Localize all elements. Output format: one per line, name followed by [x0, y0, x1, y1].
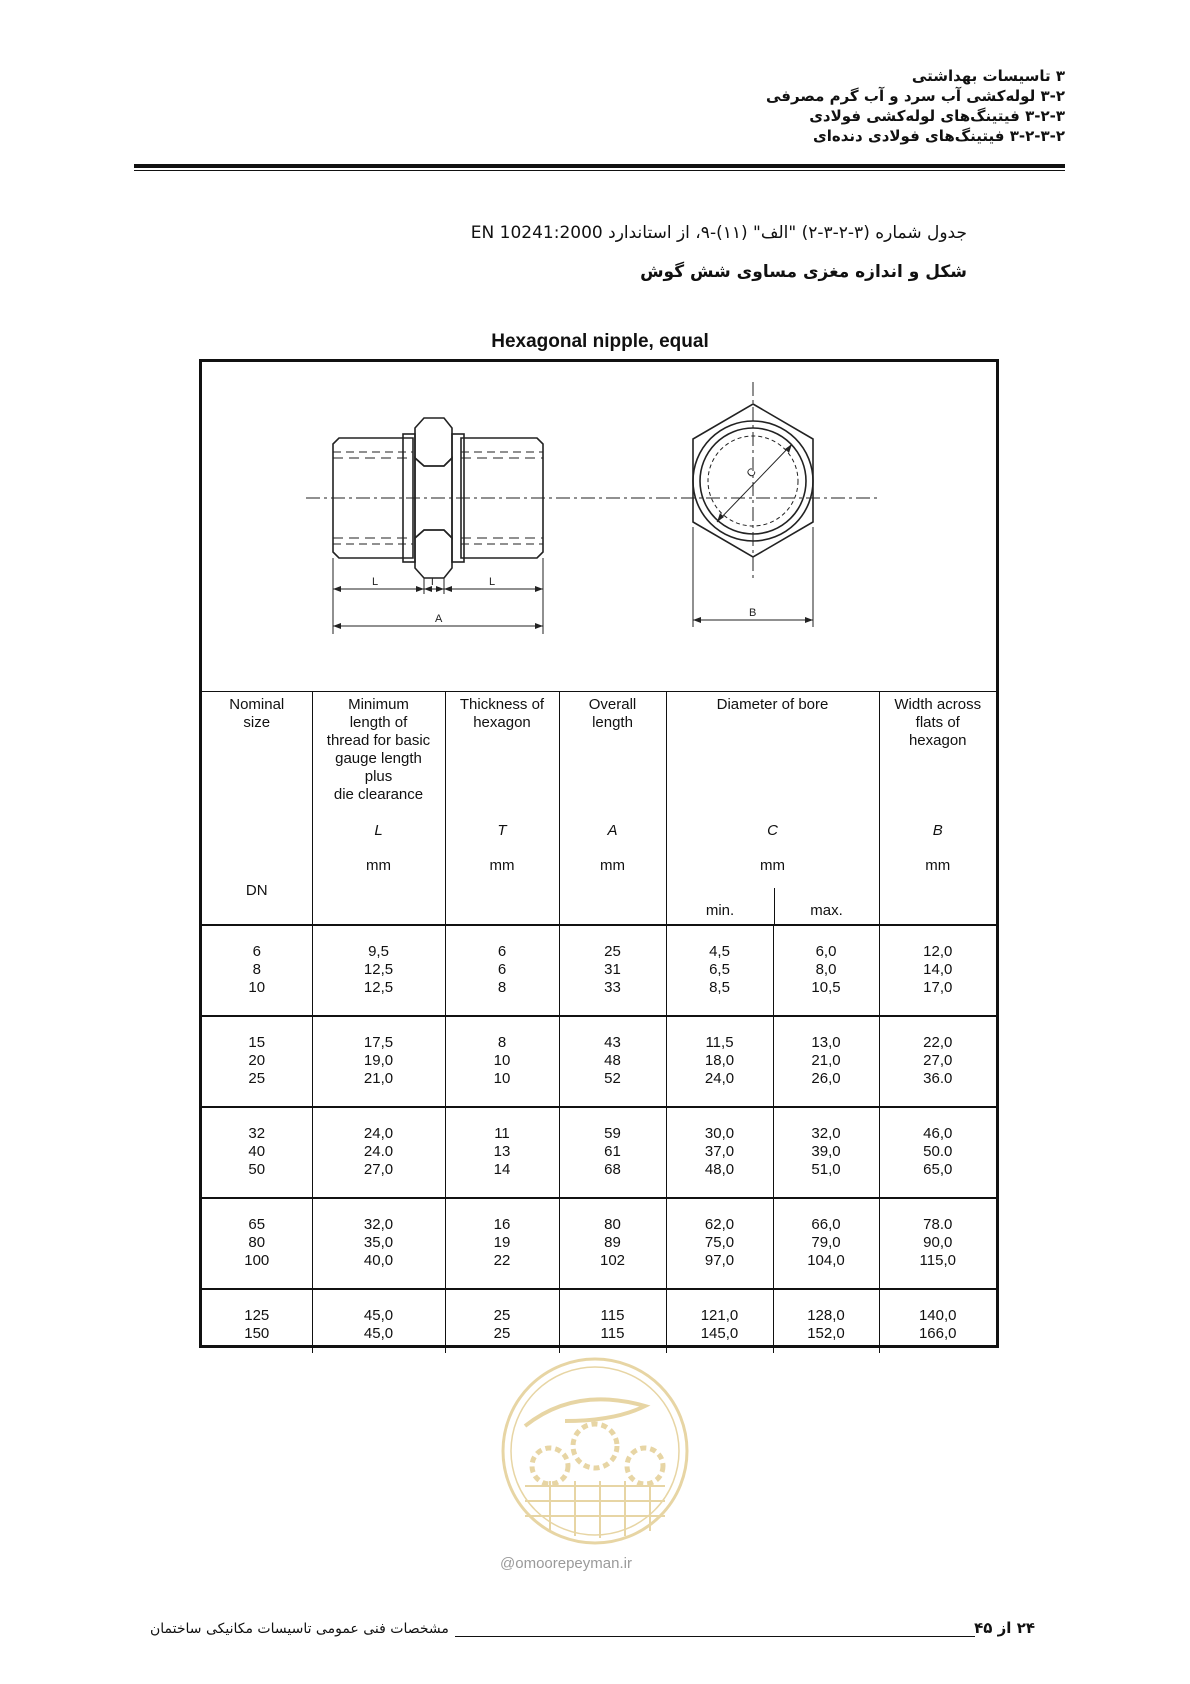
dim-label-L-left: L — [372, 576, 379, 588]
cell-T: 13 — [493, 1143, 511, 1160]
cell-L: 24.0 — [363, 1143, 394, 1160]
cell-dn: 8 — [252, 961, 261, 978]
cell-B: 65,0 — [923, 1161, 953, 1178]
cell-Cmax: 13,0 — [811, 1034, 841, 1051]
cell-Cmax: 51,0 — [811, 1161, 841, 1178]
dim-label-L-right: L — [489, 576, 496, 588]
cell-A: 68 — [604, 1161, 621, 1178]
cell-A: 43 — [604, 1034, 621, 1051]
col-nominal-size — [202, 692, 312, 926]
header-chapter: ۳ تاسیسات بهداشتی — [911, 67, 1065, 85]
header-bore-diameter: Diameter of bore — [716, 696, 829, 713]
unit-B: mm — [925, 857, 951, 874]
cell-dn: 20 — [248, 1052, 266, 1069]
cell-L: 17,5 — [363, 1034, 394, 1051]
cell-Cmin: 62,0 — [704, 1216, 735, 1233]
cell-dn: 15 — [248, 1034, 266, 1051]
watermark-logo — [495, 1346, 695, 1556]
cell-Cmin: 37,0 — [704, 1143, 735, 1160]
cell-Cmin: 18,0 — [704, 1052, 735, 1069]
cell-L: 45,0 — [363, 1325, 394, 1342]
cell-Cmax: 66,0 — [811, 1216, 841, 1233]
cell-Cmax: 104,0 — [807, 1252, 845, 1269]
cell-T: 22 — [493, 1252, 511, 1269]
col-overall-length — [559, 692, 666, 926]
cell-A: 52 — [604, 1070, 621, 1087]
cell-B: 140,0 — [918, 1307, 957, 1324]
header-hexagon-thickness: Thickness of hexagon — [459, 696, 545, 731]
cell-Cmin: 48,0 — [704, 1161, 735, 1178]
cell-A: 102 — [599, 1252, 626, 1269]
table-row-group-3 — [202, 1107, 996, 1198]
header-overall-length: Overall length — [588, 696, 637, 731]
cell-Cmax: 79,0 — [811, 1234, 841, 1251]
cell-dn: 65 — [248, 1216, 266, 1233]
cell-Cmax: 39,0 — [811, 1143, 841, 1160]
unit-L: mm — [366, 857, 391, 874]
header-width-across-flats: Width across flats of hexagon — [894, 696, 982, 749]
dim-label-B: B — [749, 607, 757, 619]
col-thread-length — [312, 692, 445, 926]
header-subsection: ۳-۲-۳ فیتینگ‌های لوله‌کشی فولادی — [809, 107, 1065, 125]
cell-Cmax: 8,0 — [815, 961, 837, 978]
cell-Cmin: 24,0 — [704, 1070, 735, 1087]
cell-T: 11 — [494, 1125, 510, 1142]
cell-Cmin: 30,0 — [704, 1125, 735, 1142]
cell-B: 78.0 — [923, 1216, 953, 1233]
cell-dn: 10 — [248, 979, 266, 996]
dim-label-T: T — [429, 576, 436, 588]
cell-L: 9,5 — [368, 943, 389, 960]
table-row-group-4 — [202, 1198, 996, 1289]
cell-Cmax: 6,0 — [815, 943, 837, 960]
cell-B: 14,0 — [923, 961, 953, 978]
cell-B: 12,0 — [923, 943, 953, 960]
cell-Cmax: 32,0 — [811, 1125, 841, 1142]
cell-L: 12,5 — [363, 979, 394, 996]
cell-T: 25 — [493, 1325, 511, 1342]
cell-B: 115,0 — [919, 1252, 956, 1269]
header-rule — [134, 164, 1065, 168]
table-row-group-1 — [202, 925, 996, 1016]
cell-A: 115 — [600, 1325, 625, 1342]
col-width-across-flats — [879, 692, 996, 926]
cell-B: 22,0 — [923, 1034, 953, 1051]
header-thread-length: Minimum length of thread for basic gauge length plus die clearance — [326, 696, 431, 803]
table-header-row — [202, 692, 996, 926]
unit-C: mm — [760, 857, 785, 874]
cell-L: 21,0 — [363, 1070, 394, 1087]
symbol-A: A — [607, 822, 618, 839]
table-caption: جدول شماره (۳-۲-۳-۲) "الف" (۱۱)-۹، از استاندارد EN 10241:2000 — [470, 223, 967, 243]
spec-frame — [199, 359, 999, 1348]
cell-Cmax: 21,0 — [811, 1052, 841, 1069]
cell-T: 8 — [497, 979, 507, 996]
cell-T: 6 — [497, 961, 507, 978]
cell-Cmin: 8,5 — [709, 979, 730, 996]
cell-A: 31 — [604, 961, 621, 978]
cell-A: 80 — [604, 1216, 621, 1233]
cell-B: 46,0 — [923, 1125, 953, 1142]
cell-A: 59 — [604, 1125, 621, 1142]
cell-dn: 32 — [248, 1125, 266, 1142]
cell-A: 33 — [604, 979, 621, 996]
table-row-group-5 — [202, 1289, 996, 1353]
cell-B: 50.0 — [923, 1143, 953, 1160]
document-header — [766, 66, 1065, 146]
cell-A: 61 — [604, 1143, 621, 1160]
cell-B: 36.0 — [923, 1070, 953, 1087]
header-subsubsection: ۳-۲-۳-۲ فیتینگ‌های فولادی دنده‌ای — [812, 127, 1065, 145]
figure-title: Hexagonal nipple, equal — [491, 331, 709, 352]
cell-L: 40,0 — [363, 1252, 394, 1269]
cell-A: 25 — [604, 943, 621, 960]
cell-Cmin: 97,0 — [704, 1252, 735, 1269]
symbol-T: T — [497, 822, 507, 839]
symbol-C: C — [767, 822, 778, 839]
cell-Cmax: 152,0 — [807, 1325, 845, 1342]
header-rule-thin — [134, 170, 1065, 171]
cell-dn: 125 — [244, 1307, 270, 1324]
cell-Cmin: 145,0 — [700, 1325, 739, 1342]
cell-Cmax: 10,5 — [811, 979, 841, 996]
cell-dn: 40 — [248, 1143, 266, 1160]
cell-T: 8 — [497, 1034, 507, 1051]
cell-L: 24,0 — [363, 1125, 394, 1142]
bore-max-label: max. — [810, 902, 843, 919]
cell-Cmin: 75,0 — [704, 1234, 735, 1251]
cell-B: 17,0 — [923, 979, 953, 996]
footer-title: مشخصات فنی عمومی تاسیسات مکانیکی ساختمان — [150, 1621, 449, 1637]
table-subtitle: شکل و اندازه مغزی مساوی شش گوش — [640, 262, 967, 282]
cell-B: 90,0 — [923, 1234, 953, 1251]
cell-Cmax: 26,0 — [811, 1070, 841, 1087]
cell-T: 10 — [493, 1052, 511, 1069]
nipple-drawing — [202, 362, 996, 691]
dim-label-C: C — [744, 466, 759, 481]
col-bore-diameter — [666, 692, 879, 926]
cell-T: 14 — [493, 1161, 511, 1178]
cell-T: 25 — [493, 1307, 511, 1324]
cell-dn: 100 — [244, 1252, 270, 1269]
cell-B: 27,0 — [923, 1052, 953, 1069]
cell-dn: 25 — [248, 1070, 266, 1087]
symbol-L: L — [374, 822, 383, 839]
bore-min-label: min. — [705, 902, 735, 919]
dimension-table — [202, 691, 996, 1353]
col-hexagon-thickness — [445, 692, 559, 926]
cell-Cmax: 128,0 — [807, 1307, 845, 1324]
cell-B: 166,0 — [918, 1325, 957, 1342]
technical-drawing — [202, 362, 996, 691]
cell-L: 12,5 — [363, 961, 394, 978]
cell-L: 19,0 — [363, 1052, 394, 1069]
footer-rule — [455, 1636, 975, 1637]
unit-T: mm — [489, 857, 515, 874]
cell-T: 16 — [493, 1216, 511, 1233]
cell-L: 35,0 — [363, 1234, 394, 1251]
table-row-group-2 — [202, 1016, 996, 1107]
cell-Cmin: 121,0 — [700, 1307, 739, 1324]
symbol-B: B — [932, 822, 943, 839]
cell-T: 10 — [493, 1070, 511, 1087]
cell-dn: 50 — [248, 1161, 266, 1178]
cell-dn: 80 — [248, 1234, 266, 1251]
cell-A: 115 — [600, 1307, 625, 1324]
dim-label-A: A — [435, 613, 443, 625]
cell-L: 32,0 — [363, 1216, 394, 1233]
cell-A: 48 — [604, 1052, 621, 1069]
watermark-url: @omoorepeyman.ir — [500, 1555, 632, 1572]
cell-T: 19 — [493, 1234, 511, 1251]
unit-dn: DN — [245, 882, 268, 899]
cell-dn: 150 — [244, 1325, 270, 1342]
cell-Cmin: 4,5 — [709, 943, 730, 960]
page-number: ۲۴ از ۴۵ — [974, 1619, 1035, 1637]
cell-L: 27,0 — [363, 1161, 394, 1178]
cell-Cmin: 6,5 — [709, 961, 730, 978]
cell-Cmin: 11,5 — [705, 1034, 734, 1051]
unit-A: mm — [600, 857, 625, 874]
header-section: ۳-۲ لوله‌کشی آب سرد و آب گرم مصرفی — [765, 87, 1065, 105]
cell-dn: 6 — [252, 943, 261, 960]
cell-L: 45,0 — [363, 1307, 394, 1324]
cell-A: 89 — [604, 1234, 621, 1251]
cell-T: 6 — [497, 943, 507, 960]
header-nominal-size: Nominal size — [229, 696, 285, 731]
